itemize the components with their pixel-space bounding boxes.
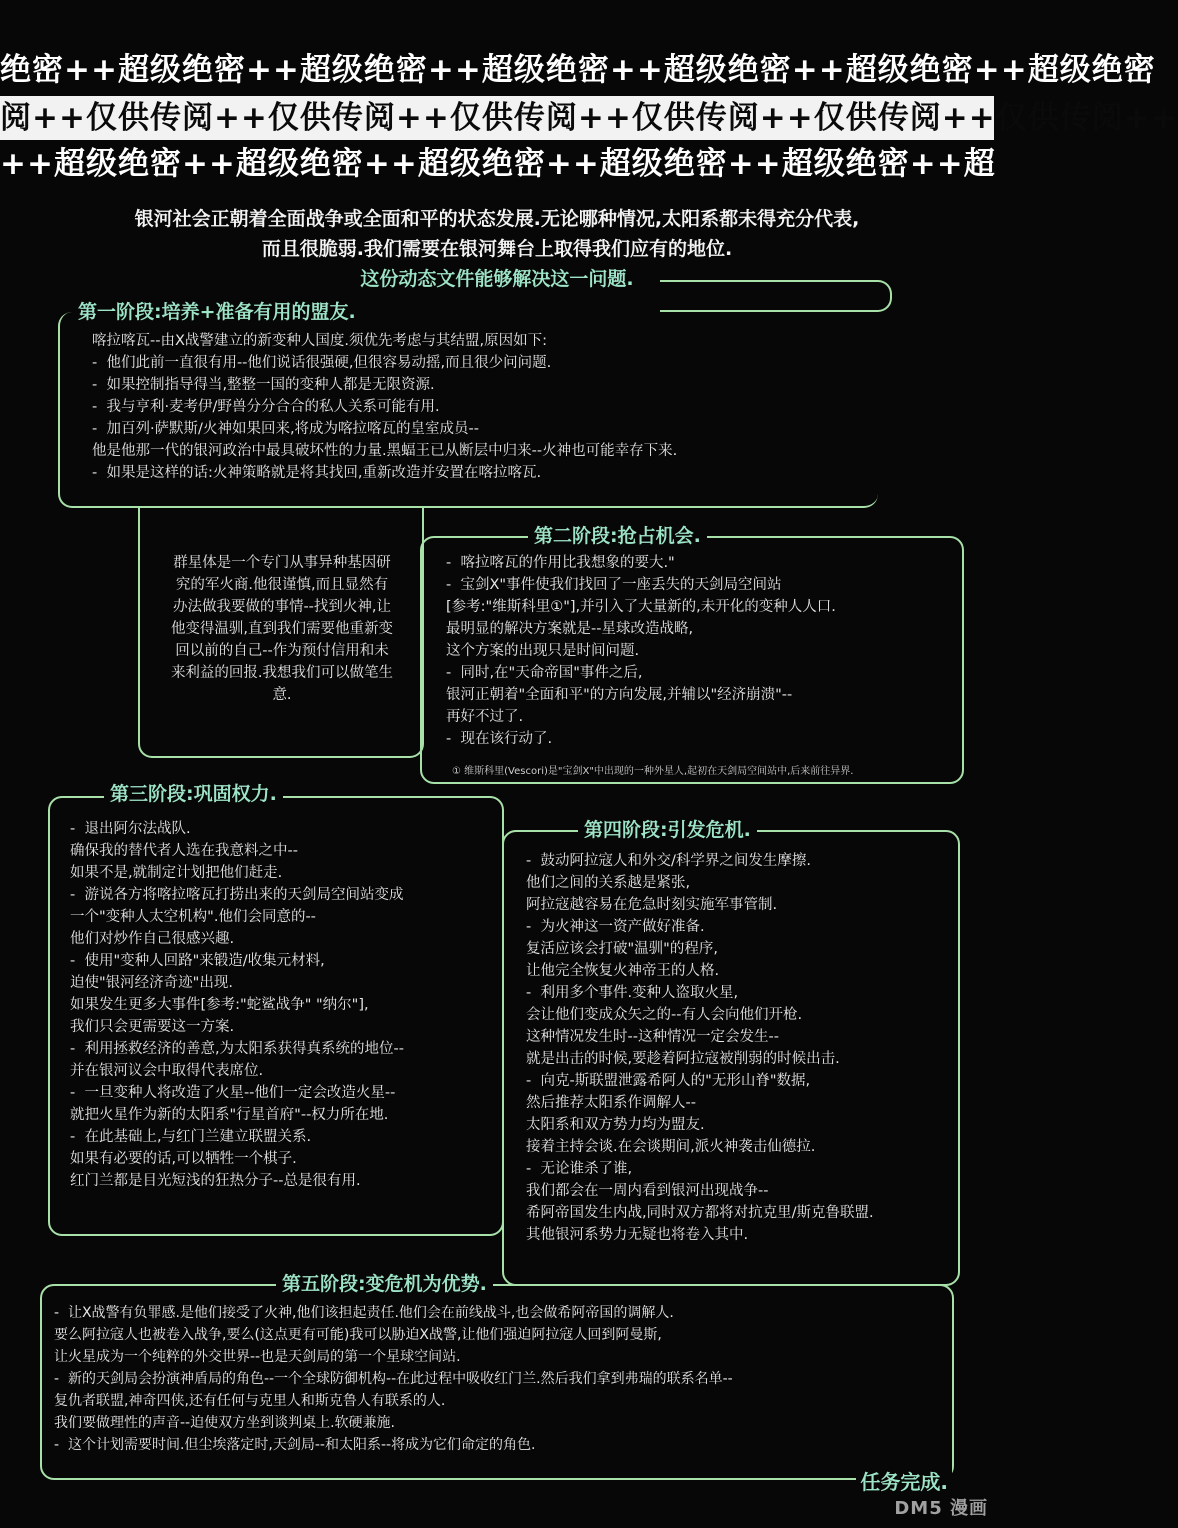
phase2-text: - 喀拉喀瓦的作用比我想象的要大." - 宝剑X"事件使我们找回了一座丢失的天剑局空间站 [参考:"维斯科里①"],并引入了大量新的,未开化的变种人人口. 最明显的解决方案就是--星球改造战略, 这个方案的出现只是时间问题. - 同时,在"天命帝国"事件之后, 银河正朝着"全面和平"的方向发展,并辅以"经济崩溃"-- 再好不过了. - 现在该行动了. xyxy=(446,555,836,747)
watermark-logo: DM5 漫画 xyxy=(894,1498,988,1519)
phase5-text: - 让X战警有负罪感.是他们接受了火神,他们该担起责任.他们会在前线战斗,也会做希阿帝国的调解人. 要么阿拉寇人也被卷入战争,要么(这点更有可能)我可以胁迫X战警,让他们强迫阿拉寇人回到阿曼斯, 让火星成为一个纯粹的外交世界--也是天剑局的第一个星球空间站. - 新的天剑局会扮演神盾局的角色--一个全球防御机构--在此过程中吸收红门兰.然后我们拿到弗瑞的联系名单-- 复仇者联盟,神奇四侠,还有任何与克里人和斯克鲁人有联系的人. 我们要做理性的声音--迫使双方坐到谈判桌上.软硬兼施. - 这个计划需要时间.但尘埃落定时,天剑局--和太阳系--将成为它们命定的角色. xyxy=(54,1305,733,1453)
phase1b-text: 群星体是一个专门从事异种基因研究的军火商.他很谨慎,而且显然有办法做我要做的事情--找到火神,让他变得温驯,直到我们需要他重新变回以前的自己--作为预付信用和未来利益的回报.我想我们可以做笔生意. xyxy=(170,555,394,703)
phase5-title: 第五阶段:变危机为优势. xyxy=(276,1272,493,1296)
intro-line-2: 而且很脆弱.我们需要在银河舞台上取得我们应有的地位. xyxy=(261,238,733,260)
intro-connector xyxy=(660,280,892,312)
phase4-text: - 鼓动阿拉寇人和外交/科学界之间发生摩擦. 他们之间的关系越是紧张, 阿拉寇越容易在危急时刻实施军事管制. - 为火神这一资产做好准备. 复活应该会打破"温驯"的程序, 让他完全恢复火神帝王的人格. - 利用多个事件.变种人盗取火星, 会让他们变成众矢之的--有人会向他们开枪. 这种情况发生时--这种情况一定会发生-- 就是出击的时候,要趁着阿拉寇被削弱的时候出击. - 向克-斯联盟泄露希阿人的"无形山脊"数据, 然后推荐太阳系作调解人-- 太阳系和双方势力均为盟友. 接着主持会谈.在会谈期间,派火神袭击仙德拉. - 无论谁杀了谁, 我们都会在一周内看到银河出现战争-- 希阿帝国发生内战,同时双方都将对抗克里/斯克鲁联盟. 其他银河系势力无疑也将卷入其中. xyxy=(526,853,874,1243)
top-secret-banner: 绝密++超级绝密++超级绝密++超级绝密++超级绝密++超级绝密++超级绝密 xyxy=(0,48,994,92)
phase3-text: - 退出阿尔法战队. 确保我的替代者人选在我意料之中-- 如果不是,就制定计划把他们赶走. - 游说各方将喀拉喀瓦打捞出来的天剑局空间站变成 一个"变种人太空机构".他们会同意的-- 他们对炒作自己很感兴趣. - 使用"变种人回路"来锻造/收集元材料, 迫使"银河经济奇迹"出现. 如果发生更多大事件[参考:"蛇鲨战争" "纳尔"], 我们只会更需要这一方案. - 利用拯救经济的善意,为太阳系获得真系统的地位-- 并在银河议会中取得代表席位. - 一旦变种人将改造了火星--他们一定会改造火星-- 就把火星作为新的太阳系"行星首府"--权力所在地. - 在此基础上,与红门兰建立联盟关系. 如果有必要的话,可以牺牲一个棋子. 红门兰都是目光短浅的狂热分子--总是很有用. xyxy=(70,821,405,1189)
phase4-title: 第四阶段:引发危机. xyxy=(578,818,757,842)
intro-line-3: 这份动态文件能够解决这一问题. xyxy=(360,268,634,290)
phase1-text: 喀拉喀瓦--由X战警建立的新变种人国度.须优先考虑与其结盟,原因如下: - 他们此前一直很有用--他们说话很强硬,但很容易动摇,而且很少问问题. - 如果控制指导得当,整整一国的变种人都是无限资源. - 我与亨利·麦考伊/野兽分分合合的私人关系可能有用. - 加百列·萨默斯/火神如果回来,将成为喀拉喀瓦的皇室成员-- 他是他那一代的银河政治中最具破坏性的力量.黑蝠王已从断层中归来--火神也可能幸存下来. - 如果是这样的话:火神策略就是将其找回,重新改造并安置在喀拉喀瓦. xyxy=(92,333,678,481)
top-secret-banner-lower: ++超级绝密++超级绝密++超级绝密++超级绝密++超级绝密++超 xyxy=(0,142,994,186)
circulate-only-banner: 阅++仅供传阅++仅供传阅++仅供传阅++仅供传阅++仅供传阅++仅供传阅++ xyxy=(0,96,994,140)
phase2-footnote: ① 维斯科里(Vescori)是"宝剑X"中出现的一种外星人,起初在天剑局空间站中,后来前往异界. xyxy=(452,766,854,777)
intro-line-1: 银河社会正朝着全面战争或全面和平的状态发展.无论哪种情况,太阳系都未得充分代表, xyxy=(134,208,860,230)
phase3-title: 第三阶段:巩固权力. xyxy=(104,782,283,806)
phase1-title: 第一阶段:培养+准备有用的盟友. xyxy=(72,300,362,324)
phase2-title: 第二阶段:抢占机会. xyxy=(528,524,707,548)
mission-complete: 任务完成. xyxy=(856,1466,952,1495)
